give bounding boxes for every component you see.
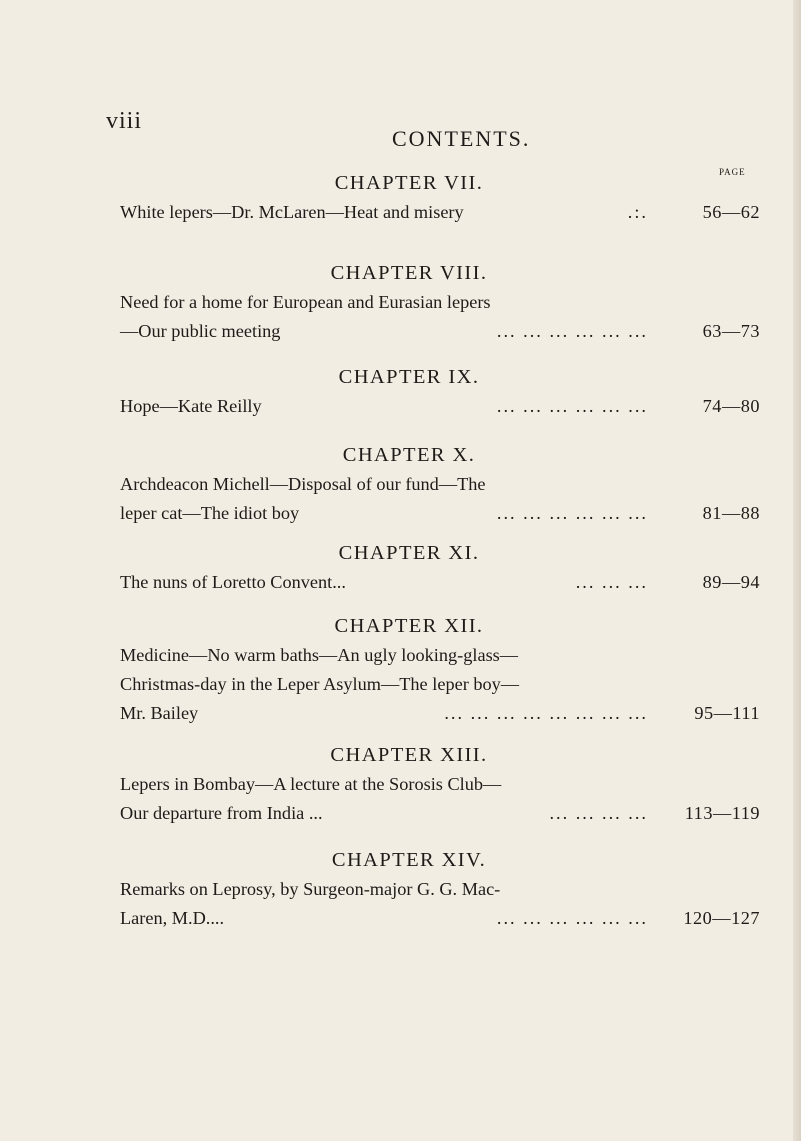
entry-line	[120, 670, 760, 699]
chapter-heading: CHAPTER VIII.	[330, 262, 488, 284]
page-range: 95—111	[694, 703, 760, 723]
chapter-heading: CHAPTER XIII.	[330, 744, 488, 766]
entry-line	[120, 904, 760, 933]
entry-text: —Our public meeting	[120, 321, 281, 341]
entry-line	[120, 317, 760, 346]
chapter-entry	[120, 538, 760, 597]
page-range: 120—127	[683, 908, 760, 928]
entry-text: Hope—Kate Reilly	[120, 396, 262, 416]
dot-leaders: ... ... ... ...	[549, 803, 648, 823]
page-column-label: PAGE	[719, 167, 746, 177]
entry-text: White lepers—Dr. McLaren—Heat and misery	[120, 202, 464, 222]
entry-line	[120, 568, 760, 597]
entry-text: Archdeacon Michell—Disposal of our fund—The	[120, 474, 486, 494]
entry-text: Medicine—No warm baths—An ugly looking-glass—	[120, 645, 519, 665]
page-edge-shadow	[793, 0, 801, 1141]
chapter-entry	[120, 740, 760, 828]
chapter-entry	[120, 611, 760, 728]
dot-leaders: ... ... ... ... ... ...	[496, 396, 648, 416]
chapter-heading: CHAPTER XIV.	[331, 849, 487, 871]
entry-line	[120, 699, 760, 728]
page-range: 113—119	[684, 803, 760, 823]
entry-text: Need for a home for European and Eurasian lepers	[120, 292, 491, 312]
entry-text: Our departure from India ...	[120, 803, 323, 823]
dot-leaders: ... ... ... ... ... ...	[496, 503, 648, 523]
chapter-entry	[120, 258, 760, 346]
entry-line	[120, 392, 760, 421]
chapter-heading: CHAPTER XI.	[338, 542, 480, 564]
chapter-heading: CHAPTER X.	[342, 444, 476, 466]
entry-text: Mr. Bailey	[120, 703, 199, 723]
page-range: 63—73	[702, 321, 760, 341]
page-range: 81—88	[702, 503, 760, 523]
entry-line	[120, 641, 760, 670]
entry-text: Remarks on Leprosy, by Surgeon-major G. G. Mac-	[120, 879, 501, 899]
dot-leaders: ... ... ... ... ... ... ... ...	[444, 703, 648, 723]
entry-text: Christmas-day in the Leper Asylum—The leper boy—	[120, 674, 520, 694]
entry-line	[120, 198, 760, 227]
entry-line	[120, 470, 760, 499]
entry-text: Laren, M.D....	[120, 908, 225, 928]
dot-leaders: .:.	[627, 202, 648, 222]
dot-leaders: ... ... ...	[575, 572, 648, 592]
entry-line	[120, 875, 760, 904]
chapter-heading: CHAPTER XII.	[334, 615, 484, 637]
chapter-entry	[120, 440, 760, 528]
page-range: 74—80	[702, 396, 760, 416]
page-range: 89—94	[702, 572, 760, 592]
dot-leaders: ... ... ... ... ... ...	[496, 908, 648, 928]
chapter-entry	[120, 845, 760, 933]
page-folio: viii	[106, 108, 143, 134]
entry-line	[120, 770, 760, 799]
chapter-entry	[120, 168, 760, 227]
entry-line	[120, 499, 760, 528]
entry-line	[120, 799, 760, 828]
dot-leaders: ... ... ... ... ... ...	[496, 321, 648, 341]
chapter-entry	[120, 362, 760, 421]
entry-text: Lepers in Bombay—A lecture at the Sorosis Club—	[120, 774, 502, 794]
page-range: 56—62	[702, 202, 760, 222]
chapter-heading: CHAPTER VII.	[334, 172, 484, 194]
entry-line	[120, 288, 760, 317]
entry-text: leper cat—The idiot boy	[120, 503, 300, 523]
entry-text: The nuns of Loretto Convent...	[120, 572, 346, 592]
chapter-heading: CHAPTER IX.	[338, 366, 480, 388]
running-title: CONTENTS.	[392, 126, 531, 151]
